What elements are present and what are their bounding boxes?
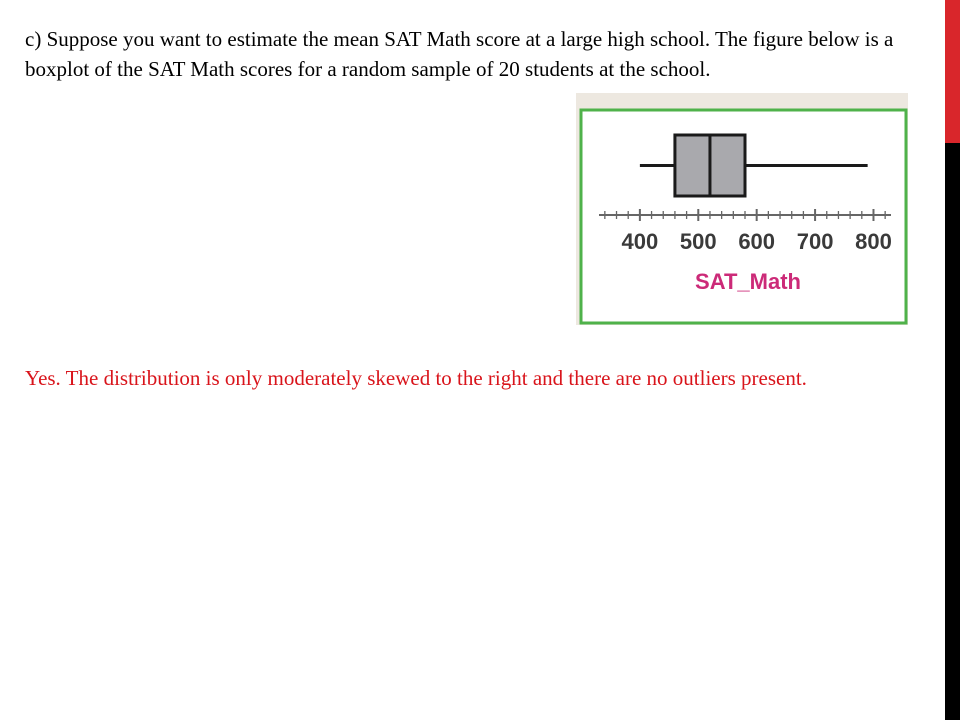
x-axis-label: SAT_Math [695, 269, 801, 294]
tick-label-800: 800 [855, 229, 892, 254]
accent-bar-red [945, 0, 960, 143]
boxplot-figure [576, 93, 908, 325]
tick-label-600: 600 [738, 229, 776, 254]
tick-label-400: 400 [621, 229, 659, 254]
question-text: c) Suppose you want to estimate the mean SAT Math score at a large high school. The figure below is a boxplot of the SAT Math scores for a random sample of 20 students at the school. [25, 27, 894, 81]
answer-text: Yes. The distribution is only moderately skewed to the right and there are no outliers present. [25, 366, 807, 390]
boxplot-svg [576, 93, 908, 325]
tick-label-500: 500 [679, 229, 717, 254]
tick-label-700: 700 [796, 229, 834, 254]
accent-bar-black [945, 143, 960, 720]
